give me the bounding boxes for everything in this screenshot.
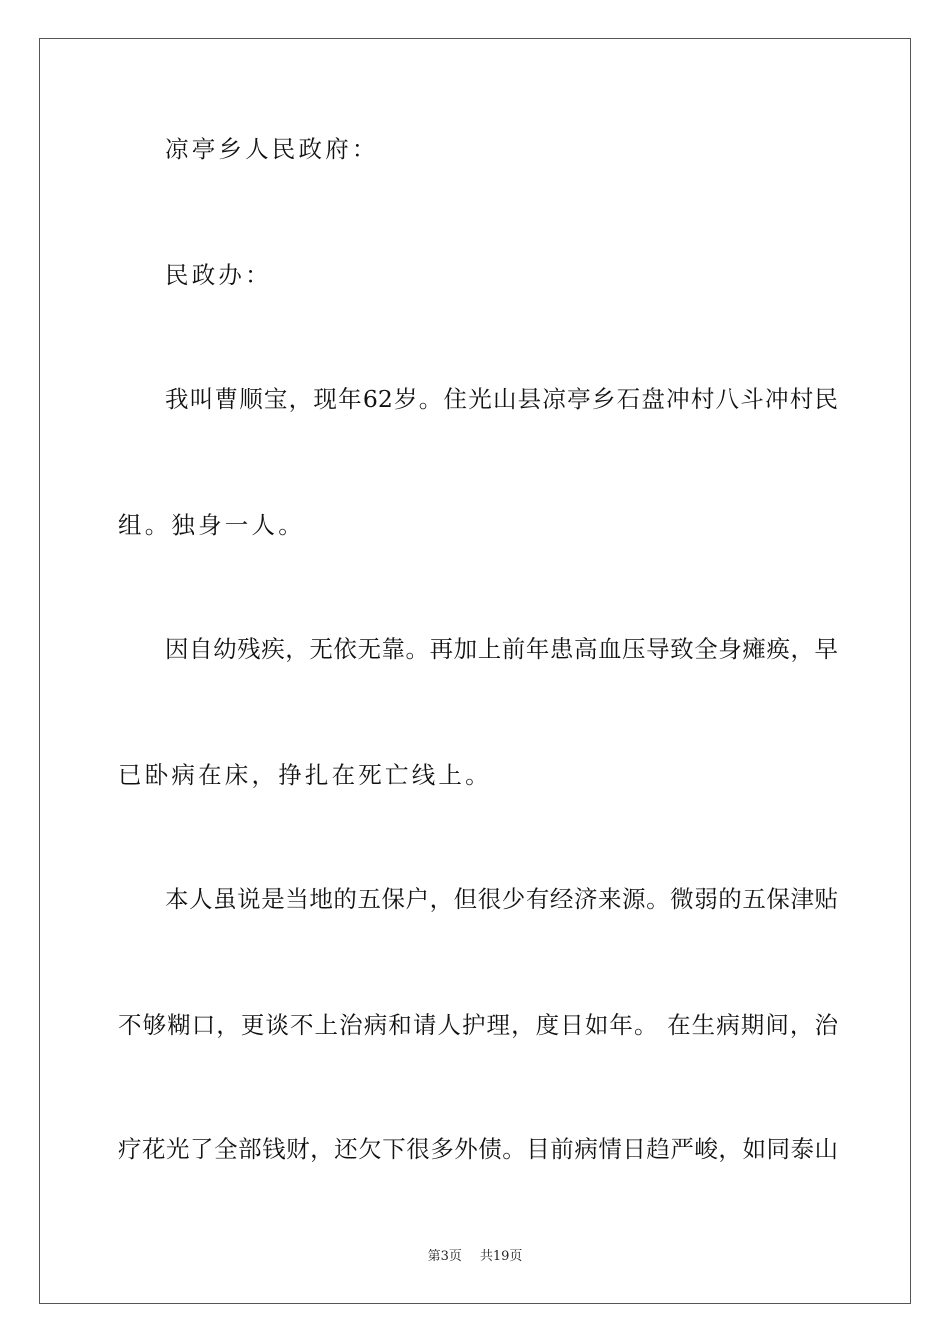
paragraph-3-line-1: 本人虽说是当地的五保户，但很少有经济来源。微弱的五保津贴 <box>165 885 838 913</box>
page-number-current: 第3页 <box>427 1249 462 1264</box>
paragraph-3-line-2: 不够糊口，更谈不上治病和请人护理，度日如年。 在生病期间，治 <box>118 1011 838 1039</box>
page-footer <box>0 1248 950 1266</box>
salutation-government: 凉亭乡人民政府： <box>165 135 379 163</box>
page-frame <box>39 38 911 1304</box>
paragraph-1-line-1: 我叫曹顺宝，现年62岁。住光山县凉亭乡石盘冲村八斗冲村民 <box>165 385 838 413</box>
paragraph-2-line-1: 因自幼残疾，无依无靠。再加上前年患高血压导致全身瘫痪，早 <box>165 635 838 663</box>
paragraph-3-line-3: 疗花光了全部钱财，还欠下很多外债。目前病情日趋严峻，如同泰山 <box>118 1135 838 1163</box>
paragraph-1-line-2: 组。独身一人。 <box>118 511 305 539</box>
page-number-total: 共19页 <box>479 1249 523 1264</box>
paragraph-2-line-2: 已卧病在床，挣扎在死亡线上。 <box>118 761 492 789</box>
salutation-civil-affairs: 民政办： <box>165 261 272 289</box>
